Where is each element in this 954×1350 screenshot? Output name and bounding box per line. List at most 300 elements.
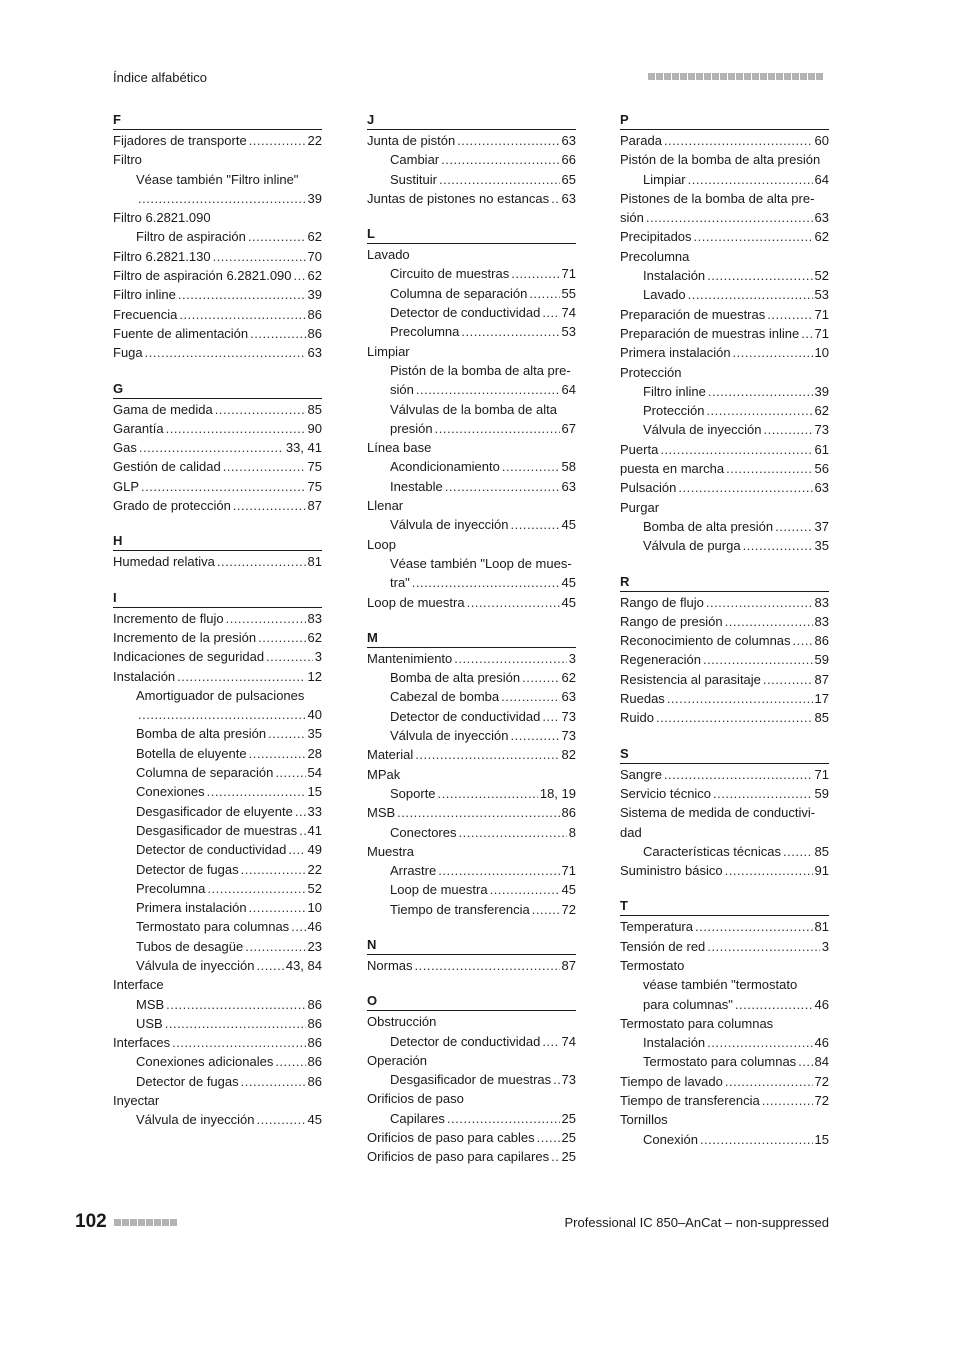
index-subentry <box>367 419 576 438</box>
index-subentry <box>367 707 576 726</box>
entry-page: 45 <box>561 594 576 610</box>
square-mark <box>696 73 703 80</box>
entry-page: 86 <box>814 633 829 649</box>
index-entry <box>367 1128 576 1147</box>
index-entry <box>367 535 576 554</box>
entry-page: 75 <box>307 478 322 494</box>
leader-dots <box>775 517 812 536</box>
entry-page: 73 <box>814 422 829 438</box>
entry-term: Operación <box>367 1052 427 1068</box>
section-letter: S <box>620 746 829 764</box>
index-entry <box>113 667 322 686</box>
index-entry <box>620 208 829 227</box>
entry-page: 73 <box>561 728 576 744</box>
entry-term: Llenar <box>367 498 404 514</box>
index-subentry <box>620 517 829 536</box>
entry-page: 28 <box>307 745 322 761</box>
entry-term: Fijadores de transporte <box>113 133 247 148</box>
entry-term: Válvula de inyección <box>390 728 509 744</box>
entry-page: 63 <box>561 689 576 705</box>
entry-page: 84 <box>814 1054 829 1070</box>
index-entry <box>367 649 576 668</box>
entry-page: 74 <box>561 305 576 321</box>
entry-page: 83 <box>814 594 829 610</box>
entry-term: Orificios de paso para capilares <box>367 1149 550 1165</box>
square-mark <box>744 73 751 80</box>
entry-page: 64 <box>561 382 576 398</box>
entry-page: 71 <box>561 863 576 879</box>
entry-term: Válvula de inyección <box>390 517 509 533</box>
leader-dots <box>241 860 306 879</box>
index-entry <box>620 765 829 784</box>
leader-dots <box>706 401 812 420</box>
index-subentry <box>620 1052 829 1071</box>
leader-dots <box>532 900 560 919</box>
entry-page: 66 <box>561 152 576 168</box>
entry-term: Precolumna <box>390 324 460 340</box>
index-entry <box>113 208 322 227</box>
index-subentry <box>367 880 576 899</box>
entry-term: Fuente de alimentación <box>113 325 249 341</box>
square-mark <box>816 73 823 80</box>
square-mark <box>808 73 815 80</box>
entry-page: 39 <box>307 190 322 206</box>
entry-page: 62 <box>307 229 322 245</box>
index-subentry <box>620 401 829 420</box>
leader-dots <box>707 266 812 285</box>
entry-page: 25 <box>561 1149 576 1165</box>
leader-dots <box>415 745 559 764</box>
section-letter: G <box>113 381 322 399</box>
leader-dots <box>726 459 812 478</box>
index-subentry <box>367 554 576 573</box>
entry-page: 86 <box>307 996 322 1012</box>
entry-page: 53 <box>561 324 576 340</box>
index-entry <box>113 609 322 628</box>
entry-term: Obstrucción <box>367 1014 437 1030</box>
leader-dots <box>266 647 313 666</box>
entry-term: Orificios de paso para cables <box>367 1130 535 1146</box>
leader-dots <box>179 305 305 324</box>
entry-term: Instalación <box>643 1035 706 1051</box>
leader-dots <box>551 189 559 208</box>
index-entry <box>113 1033 322 1052</box>
entry-term: Filtro de aspiración 6.2821.090 <box>113 268 292 284</box>
index-subentry <box>620 995 829 1014</box>
leader-dots <box>257 956 284 975</box>
entry-term: Rango de presión <box>620 613 723 629</box>
entry-page: 83 <box>814 613 829 629</box>
entry-page: 86 <box>561 805 576 821</box>
entry-page: 72 <box>561 901 576 917</box>
leader-dots <box>412 573 560 592</box>
index-subentry <box>367 400 576 419</box>
leader-dots <box>725 1072 813 1091</box>
entry-term: Resistencia al parasitaje <box>620 671 761 687</box>
entry-term: Conexiones adicionales <box>136 1054 274 1070</box>
entry-term: Limpiar <box>643 171 686 187</box>
leader-dots <box>291 917 305 936</box>
leader-dots <box>725 861 813 880</box>
index-subentry <box>113 170 322 189</box>
square-mark <box>752 73 759 80</box>
index-entry <box>620 708 829 727</box>
leader-dots <box>397 803 559 822</box>
entry-term: Muestra <box>367 843 414 859</box>
leader-dots <box>172 1033 305 1052</box>
leader-dots <box>295 802 306 821</box>
entry-term: Incremento de flujo <box>113 610 224 626</box>
entry-term: Lavado <box>643 287 686 303</box>
entry-term: Protección <box>643 403 705 419</box>
leader-dots <box>490 880 560 899</box>
index-entry <box>620 363 829 382</box>
leader-dots <box>233 496 306 515</box>
leader-dots <box>664 131 813 150</box>
leader-dots <box>249 131 306 150</box>
square-mark <box>720 73 727 80</box>
entry-term: Orificios de paso <box>367 1091 464 1107</box>
index-subentry <box>367 264 576 283</box>
entry-term: Purgar <box>620 499 660 515</box>
leader-dots <box>447 1109 560 1128</box>
leader-dots <box>165 1014 306 1033</box>
leader-dots <box>435 419 560 438</box>
index-entry <box>113 1091 322 1110</box>
leader-dots <box>257 1110 306 1129</box>
index-entry <box>620 324 829 343</box>
index-subentry <box>367 784 576 803</box>
index-section <box>367 112 576 208</box>
entry-term: Gama de medida <box>113 401 213 417</box>
index-subentry <box>367 361 576 380</box>
leader-dots <box>763 670 813 689</box>
index-subentry <box>113 879 322 898</box>
square-mark <box>664 73 671 80</box>
index-entry <box>620 823 829 842</box>
leader-dots <box>145 343 306 362</box>
entry-page: 62 <box>307 268 322 284</box>
leader-dots <box>454 649 566 668</box>
leader-dots <box>275 1052 305 1071</box>
index-subentry <box>113 1110 322 1129</box>
leader-dots <box>250 324 305 343</box>
leader-dots <box>511 515 560 534</box>
index-subentry <box>113 1014 322 1033</box>
section-letter: O <box>367 993 576 1011</box>
index-entry <box>113 305 322 324</box>
index-entry <box>620 1072 829 1091</box>
leader-dots <box>141 477 306 496</box>
entry-term: Bomba de alta presión <box>390 670 521 686</box>
leader-dots <box>249 898 306 917</box>
entry-term: Válvula de inyección <box>643 422 762 438</box>
index-subentry <box>367 515 576 534</box>
leader-dots <box>439 170 560 189</box>
index-entry <box>113 457 322 476</box>
index-entry <box>367 842 576 861</box>
leader-dots <box>667 689 813 708</box>
leader-dots <box>166 995 305 1014</box>
entry-term: Termostato para columnas <box>136 919 290 935</box>
index-section <box>367 937 576 975</box>
entry-page: 86 <box>307 1054 322 1070</box>
index-entry <box>620 593 829 612</box>
entry-term: sión <box>620 210 644 226</box>
leader-dots <box>783 842 813 861</box>
entry-term: Bomba de alta presión <box>136 726 267 742</box>
section-letter: N <box>367 937 576 955</box>
entry-term: Cabezal de bomba <box>390 689 500 705</box>
entry-page: 54 <box>307 765 322 781</box>
index-entry <box>113 552 322 571</box>
leader-dots <box>215 400 306 419</box>
entry-page: 41 <box>307 822 322 838</box>
index-entry <box>620 305 829 324</box>
square-mark <box>728 73 735 80</box>
entry-term: USB <box>136 1015 163 1031</box>
entry-page: 22 <box>307 133 322 148</box>
index-subentry <box>620 285 829 304</box>
leader-dots <box>664 765 813 784</box>
entry-page: 75 <box>307 459 322 475</box>
index-subentry <box>620 266 829 285</box>
leader-dots <box>700 1130 813 1149</box>
entry-page: 63 <box>561 478 576 494</box>
entry-term: Instalación <box>113 668 176 684</box>
index-subentry <box>367 303 576 322</box>
leader-dots <box>703 650 813 669</box>
entry-term: Interface <box>113 977 164 993</box>
entry-page: 71 <box>814 766 829 782</box>
entry-page: 35 <box>307 726 322 742</box>
entry-term: Tornillos <box>620 1112 668 1128</box>
entry-term: Circuito de muestras <box>390 266 510 282</box>
entry-term: Columna de separación <box>390 285 528 301</box>
leader-dots <box>245 937 305 956</box>
entry-page: 53 <box>814 287 829 303</box>
index-subentry <box>113 705 322 724</box>
entry-term: Inestable <box>390 478 443 494</box>
index-entry <box>620 189 829 208</box>
leader-dots <box>241 1072 306 1091</box>
square-mark <box>114 1219 121 1226</box>
leader-dots <box>553 1070 559 1089</box>
entry-term: MSB <box>367 805 396 821</box>
entry-term: Detector de conductividad <box>390 305 541 321</box>
section-letter: L <box>367 226 576 244</box>
index-entry <box>113 438 322 457</box>
entry-term: Servicio técnico <box>620 785 712 801</box>
square-mark <box>154 1219 161 1226</box>
entry-term: Garantía <box>113 420 164 436</box>
section-letter: P <box>620 112 829 130</box>
index-subentry <box>367 284 576 303</box>
entry-term: Capilares <box>390 1110 445 1126</box>
index-subentry <box>367 726 576 745</box>
index-entry <box>620 689 829 708</box>
square-mark <box>138 1219 145 1226</box>
leader-dots <box>511 264 559 283</box>
index-entry <box>113 419 322 438</box>
entry-page: 63 <box>561 190 576 206</box>
leader-dots <box>467 593 560 612</box>
index-section <box>620 112 829 556</box>
index-entry <box>367 438 576 457</box>
index-entry <box>367 803 576 822</box>
entry-page: 86 <box>307 1073 322 1089</box>
entry-page: 87 <box>561 957 576 973</box>
square-mark <box>656 73 663 80</box>
index-entry <box>367 765 576 784</box>
square-mark <box>768 73 775 80</box>
index-subentry <box>620 170 829 189</box>
entry-term: Filtro inline <box>113 287 176 303</box>
index-subentry <box>113 724 322 743</box>
leader-dots <box>166 419 306 438</box>
index-subentry <box>367 1109 576 1128</box>
index-entry <box>620 784 829 803</box>
entry-page: 37 <box>814 518 829 534</box>
leader-dots <box>801 324 812 343</box>
index-entry <box>113 628 322 647</box>
index-subentry <box>367 687 576 706</box>
entry-page: 72 <box>814 1093 829 1109</box>
index-entry <box>620 498 829 517</box>
leader-dots <box>725 612 813 631</box>
entry-term: Conexión <box>643 1131 698 1147</box>
leader-dots <box>551 1147 559 1166</box>
entry-term: Ruido <box>620 710 654 726</box>
square-mark <box>162 1219 169 1226</box>
entry-term: Filtro <box>113 152 142 168</box>
entry-term: Termostato <box>620 957 685 973</box>
entry-term: Fuga <box>113 345 143 361</box>
index-entry <box>113 324 322 343</box>
index-subentry <box>113 956 322 975</box>
entry-page: 59 <box>814 652 829 668</box>
leader-dots <box>275 763 305 782</box>
index-subentry <box>113 189 322 208</box>
leader-dots <box>416 380 560 399</box>
entry-term: Filtro 6.2821.090 <box>113 210 211 226</box>
index-entry <box>620 247 829 266</box>
entry-term: Primera instalación <box>620 345 731 361</box>
index-subentry <box>620 1033 829 1052</box>
leader-dots <box>226 609 306 628</box>
leader-dots <box>445 477 560 496</box>
index-entry <box>367 593 576 612</box>
index-subentry <box>367 150 576 169</box>
leader-dots <box>798 1052 812 1071</box>
leader-dots <box>522 668 559 687</box>
index-subentry <box>367 573 576 592</box>
entry-page: 3 <box>314 649 322 665</box>
entry-term: Soporte <box>390 785 436 801</box>
entry-page: 87 <box>307 498 322 514</box>
index-subentry <box>367 457 576 476</box>
entry-term: Mantenimiento <box>367 650 453 666</box>
entry-term: Puerta <box>620 441 659 457</box>
index-entry <box>620 917 829 936</box>
index-entry <box>113 477 322 496</box>
leader-dots <box>646 208 813 227</box>
entry-term: para columnas" <box>643 996 733 1012</box>
entry-term: Detector de fugas <box>136 861 239 877</box>
entry-page: 85 <box>307 401 322 417</box>
index-entry <box>620 343 829 362</box>
entry-page: 15 <box>307 784 322 800</box>
entry-page: 58 <box>561 459 576 475</box>
entry-term: véase también "termostato <box>643 977 798 993</box>
entry-page: 81 <box>307 554 322 570</box>
leader-dots <box>415 956 560 975</box>
index-entry <box>620 1091 829 1110</box>
leader-dots <box>249 744 306 763</box>
entry-page: 67 <box>561 420 576 436</box>
entry-page: 39 <box>307 287 322 303</box>
page-number: 102 <box>75 1211 107 1232</box>
entry-page: 12 <box>307 668 322 684</box>
entry-term: Interfaces <box>113 1035 171 1051</box>
entry-page: 86 <box>307 306 322 322</box>
index-entry <box>113 400 322 419</box>
leader-dots <box>713 784 812 803</box>
leader-dots <box>288 840 305 859</box>
entry-term: Preparación de muestras inline <box>620 325 800 341</box>
entry-page: 52 <box>307 880 322 896</box>
entry-term: Juntas de pistones no estancas <box>367 190 550 206</box>
entry-term: Tiempo de transferencia <box>390 901 530 917</box>
entry-term: Botella de eluyente <box>136 745 247 761</box>
entry-page: 71 <box>814 306 829 322</box>
index-entry <box>367 496 576 515</box>
entry-page: 61 <box>814 441 829 457</box>
index-entry <box>620 670 829 689</box>
entry-term: puesta en marcha <box>620 461 725 477</box>
leader-dots <box>678 478 812 497</box>
index-entry <box>620 631 829 650</box>
entry-term: Desgasificador de muestras <box>136 822 298 838</box>
square-mark <box>672 73 679 80</box>
square-mark <box>688 73 695 80</box>
entry-term: Desgasificador de muestras <box>390 1072 552 1088</box>
leader-dots <box>735 995 813 1014</box>
entry-page: 72 <box>814 1073 829 1089</box>
entry-term: Suministro básico <box>620 863 723 879</box>
index-entry <box>620 478 829 497</box>
index-section <box>620 574 829 728</box>
index-entry <box>367 342 576 361</box>
index-entry <box>367 745 576 764</box>
index-subentry <box>620 1130 829 1149</box>
entry-term: Desgasificador de eluyente <box>136 803 293 819</box>
index-entry <box>367 189 576 208</box>
entry-page: 71 <box>561 266 576 282</box>
entry-term: Material <box>367 747 414 763</box>
index-subentry <box>367 322 576 341</box>
square-mark <box>712 73 719 80</box>
entry-page: 43, 84 <box>285 957 322 973</box>
leader-dots <box>268 724 305 743</box>
index-entry <box>367 1089 576 1108</box>
entry-term: Limpiar <box>367 343 410 359</box>
entry-page: 10 <box>814 345 829 361</box>
entry-term: Detector de conductividad <box>390 1033 541 1049</box>
entry-term: Preparación de muestras <box>620 306 766 322</box>
entry-page: 45 <box>561 882 576 898</box>
entry-term: Termostato para columnas <box>620 1015 774 1031</box>
